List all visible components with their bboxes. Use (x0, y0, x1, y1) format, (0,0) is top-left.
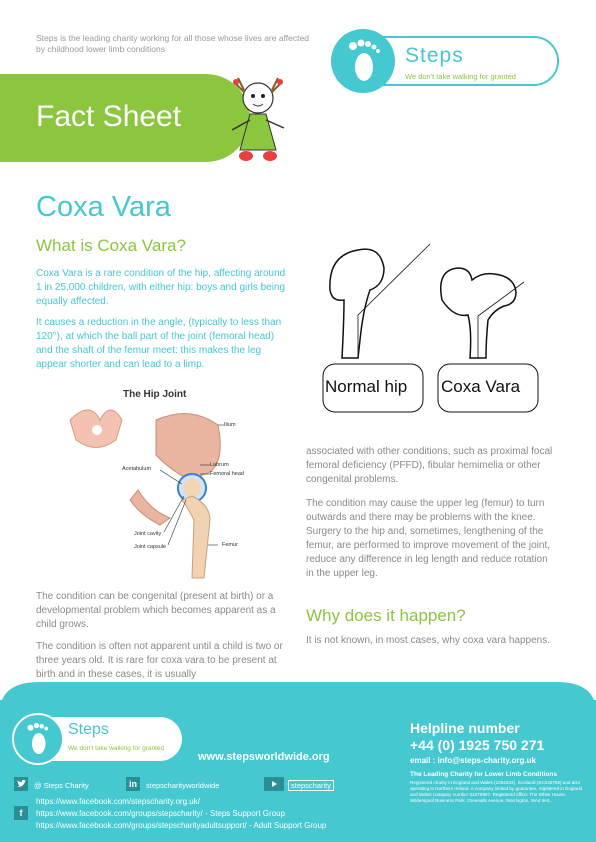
footer-footprint-icon (12, 713, 64, 765)
youtube-handle[interactable]: stepscharity (288, 780, 334, 791)
section-heading-why: Why does it happen? (306, 606, 466, 625)
label-femur: Femur (222, 542, 238, 548)
label-labrum: Labrum (210, 462, 229, 468)
footer-logo-slogan: We don't take walking for granted (68, 745, 165, 752)
paragraph-treatment: The condition may cause the upper leg (femur) to turn outwards and there may be problems with the knee. Surgery to the hip and, sometimes, lengthening of the femur, are performed to improve movement of the joint, reduce any difference in leg length and reduce rotation in the upper leg. (306, 498, 550, 579)
email-link[interactable]: email : info@steps-charity.org.uk (410, 756, 536, 765)
normal-hip-label: Normal hip (325, 377, 408, 396)
fact-sheet-title: Fact Sheet (36, 100, 182, 133)
paragraph-associated: associated with other conditions, such as proximal focal femoral deficiency (PFFD), fibular hemimelia or other congenital problems. (306, 446, 553, 485)
femur-comparison-diagram (318, 240, 548, 425)
paragraph-congenital: The condition can be congenital (present at birth) or a developmental problem which becomes apparent as a child grows. (36, 591, 276, 630)
logo-slogan: We don't take walking for granted (405, 72, 516, 81)
helpline-number[interactable]: +44 (0) 1925 750 271 (410, 737, 545, 753)
section-heading-what: What is Coxa Vara? (36, 236, 186, 255)
label-joint-capsule: Joint capsule (134, 544, 167, 550)
linkedin-handle[interactable]: stepscharityworldwide (146, 781, 220, 790)
footprint-logo-icon (331, 29, 395, 93)
linkedin-icon[interactable]: in (126, 777, 140, 791)
coxa-vara-label: Coxa Vara (441, 377, 521, 396)
helpline-heading: Helpline number (410, 720, 520, 736)
footer-logo-name: Steps (68, 721, 109, 738)
charity-heading: The Leading Charity for Lower Limb Conditions (410, 771, 557, 778)
label-joint-cavity: Joint cavity (134, 531, 162, 537)
label-femoral-head: Femoral head (210, 471, 244, 477)
paragraph-why: It is not known, in most cases, why coxa vara happens. (306, 635, 551, 646)
logo-name: Steps (405, 44, 464, 67)
hip-joint-title: The Hip Joint (123, 389, 187, 400)
website-link[interactable]: www.stepsworldwide.org (198, 751, 330, 763)
facebook-link-adult-group[interactable]: https://www.facebook.com/groups/stepscharityadultsupport/ - Adult Support Group (36, 821, 327, 830)
tagline: Steps is the leading charity working for all those whose lives are affected by childhood lower limb conditions (36, 33, 309, 54)
facebook-link-support-group[interactable]: https://www.facebook.com/groups/stepscharity/ - Steps Support Group (36, 809, 286, 818)
cartoon-child-icon (226, 70, 292, 171)
paragraph-apparent: The condition is often not apparent until a child is two or three years old. It is rare for coxa vara to be present at birth and in these cases, it is usually (36, 641, 283, 680)
youtube-icon[interactable] (264, 777, 284, 791)
label-acetabulum: Acetabulum (122, 466, 152, 472)
facebook-link-page[interactable]: https://www.facebook.com/stepscharity.org.uk/ (36, 797, 200, 806)
twitter-handle[interactable]: @ Steps Charity (34, 781, 89, 790)
page-title: Coxa Vara (36, 191, 171, 223)
charity-registration: Registered charity in England and Wales (1094343), Scotland (SC049759) and also operating in Northern Ireland. A company limited by guarantee, registered in England and Wales company number 04379997. Registered office: The White House, Wilderspool Business Park, Greenalls Avenue, Warrington, WA4 6HL. (410, 780, 583, 803)
label-ilium: Ilium (224, 422, 236, 428)
paragraph-angle: It causes a reduction in the angle, (typically to less than 120°), at which the ball part of the joint (femoral head) and the shaft of the femur meet: this makes the leg appear shorter and can lead to a limp. (36, 317, 282, 370)
paragraph-intro: Coxa Vara is a rare condition of the hip, affecting around 1 in 25,000 children, with either hip: boys and girls being equally affected. (36, 268, 286, 307)
twitter-icon[interactable] (14, 777, 28, 791)
facebook-icon[interactable]: f (14, 806, 28, 820)
